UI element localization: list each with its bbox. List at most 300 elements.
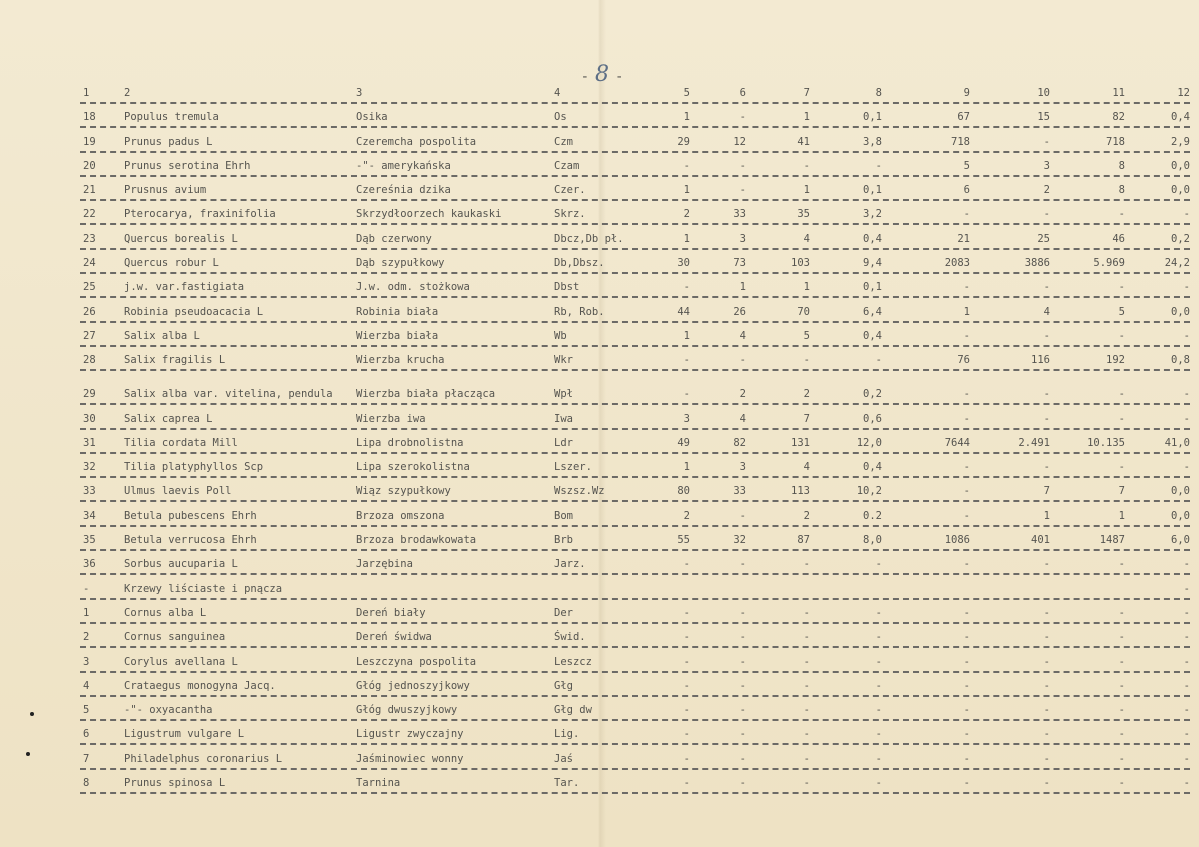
value-col-10: 2.491 [1018,436,1050,449]
row-number: - [83,582,90,595]
table-header [80,88,1190,104]
value-col-12: - [1183,388,1190,401]
value-col-11: - [1118,679,1125,692]
value-col-6: 3 [739,232,746,245]
latin-name: Quercus robur L [124,257,219,270]
value-col-12: 0,2 [1171,232,1190,245]
table-row [80,745,1190,769]
value-col-6: 33 [733,208,746,221]
value-col-11: - [1118,558,1125,571]
value-col-9: - [963,485,970,498]
value-col-7: 5 [803,329,810,342]
table-row [80,454,1190,478]
value-col-12: - [1183,655,1190,668]
polish-name: J.w. odm. stożkowa [356,281,470,294]
table-row [80,551,1190,575]
value-col-10: - [1043,631,1050,644]
table-row [80,502,1190,526]
value-col-8: 0,1 [863,111,882,124]
header-col-11: 11 [1112,87,1125,99]
value-col-6: - [739,606,746,619]
value-col-9: - [963,728,970,741]
value-col-11: 5.969 [1093,257,1125,270]
value-col-8: 0,2 [863,388,882,401]
value-col-7: - [803,606,810,619]
polish-name: Wierzba krucha [356,354,445,367]
value-col-10: 25 [1037,232,1050,245]
polish-name: Osika [356,111,388,124]
row-number: 1 [83,606,90,619]
value-col-9: 718 [951,135,970,148]
table-row [80,405,1190,429]
polish-name: Wierzba iwa [356,412,426,425]
value-col-10: - [1043,606,1050,619]
value-col-8: 3,2 [863,208,882,221]
value-col-8: - [875,631,882,644]
value-col-7: - [803,679,810,692]
abbreviation: Wpł [554,388,573,401]
polish-name: Skrzydłoorzech kaukaski [356,208,502,221]
latin-name: Prunus serotina Ehrh [124,159,251,172]
value-col-9: 1 [963,305,970,318]
value-col-5: 30 [677,257,690,270]
value-col-11: 8 [1118,159,1125,172]
value-col-5: - [683,281,690,294]
polish-name: Głóg dwuszyjkowy [356,704,458,717]
abbreviation: Dbcz,Db pł. [554,232,624,245]
row-number: 6 [83,728,90,741]
value-col-7: - [803,777,810,790]
value-col-7: - [803,159,810,172]
value-col-12: - [1183,704,1190,717]
latin-name: -"- oxyacantha [124,704,213,717]
value-col-5: 29 [677,135,690,148]
value-col-8: 0,4 [863,461,882,474]
value-col-5: - [683,558,690,571]
polish-name: Tarnina [356,777,401,790]
row-number: 36 [83,558,96,571]
value-col-12: - [1183,606,1190,619]
value-col-12: - [1183,752,1190,765]
value-col-7: 4 [803,461,810,474]
header-col-10: 10 [1037,87,1050,99]
edge-dot [30,712,34,716]
header-col-4: 4 [554,87,561,99]
value-col-12: - [1183,631,1190,644]
value-col-8: - [875,679,882,692]
value-col-5: 1 [683,184,690,197]
page-number: - 8 - [580,62,624,87]
value-col-12: - [1183,558,1190,571]
latin-name: Tilia platyphyllos Scp [124,461,264,474]
value-col-9: 7644 [944,436,970,449]
latin-name: Salix caprea L [124,412,213,425]
row-number: 32 [83,461,96,474]
value-col-6: - [739,159,746,172]
value-col-12: - [1183,582,1190,595]
value-col-12: - [1183,728,1190,741]
edge-dot [26,752,30,756]
value-col-8: - [875,728,882,741]
abbreviation: Os [554,111,567,124]
value-col-8: - [875,354,882,367]
row-number: 20 [83,159,96,172]
value-col-10: - [1043,461,1050,474]
value-col-9: - [963,388,970,401]
value-col-6: - [739,655,746,668]
value-col-7: - [803,558,810,571]
abbreviation: Czam [554,159,580,172]
value-col-10: - [1043,728,1050,741]
value-col-5: 2 [683,509,690,522]
value-col-10: - [1043,208,1050,221]
abbreviation: Wb [554,329,567,342]
latin-name: Prunus padus L [124,135,213,148]
latin-name: Salix fragilis L [124,354,226,367]
row-number: 5 [83,704,90,717]
abbreviation: Głg [554,679,573,692]
value-col-6: - [739,509,746,522]
value-col-5: 3 [683,412,690,425]
value-col-6: - [739,752,746,765]
table-row [80,673,1190,697]
value-col-9: - [963,606,970,619]
value-col-7: 35 [797,208,810,221]
polish-name: Wiąz szypułkowy [356,485,451,498]
value-col-9: - [963,329,970,342]
value-col-8: 10,2 [856,485,882,498]
value-col-11: 192 [1106,354,1125,367]
header-col-9: 9 [963,87,970,99]
value-col-5: 1 [683,329,690,342]
latin-name: Sorbus aucuparia L [124,558,238,571]
table-row [80,721,1190,745]
value-col-12: - [1183,461,1190,474]
abbreviation: Świd. [554,631,586,644]
polish-name: Dąb czerwony [356,232,432,245]
value-col-10: - [1043,752,1050,765]
value-col-6: - [739,631,746,644]
value-col-11: - [1118,388,1125,401]
value-col-12: 0,8 [1171,354,1190,367]
row-number: 19 [83,135,96,148]
value-col-7: - [803,354,810,367]
value-col-11: - [1118,281,1125,294]
abbreviation: Leszcz [554,655,592,668]
abbreviation: Dbst [554,281,580,294]
value-col-11: - [1118,704,1125,717]
value-col-5: - [683,679,690,692]
value-col-7: 87 [797,534,810,547]
value-col-8: - [875,704,882,717]
latin-name: Betula verrucosa Ehrh [124,534,257,547]
value-col-12: 6,0 [1171,534,1190,547]
row-number: 2 [83,631,90,644]
value-col-6: - [739,558,746,571]
value-col-8: 6,4 [863,305,882,318]
value-col-12: - [1183,777,1190,790]
table-row [80,153,1190,177]
value-col-12: 41,0 [1164,436,1190,449]
value-col-9: 67 [957,111,970,124]
value-col-9: - [963,777,970,790]
value-col-11: 718 [1106,135,1125,148]
value-col-10: 2 [1043,184,1050,197]
abbreviation: Lszer. [554,461,592,474]
value-col-11: - [1118,461,1125,474]
value-col-8: - [875,558,882,571]
value-col-6: 73 [733,257,746,270]
value-col-6: - [739,679,746,692]
row-number: 35 [83,534,96,547]
value-col-6: 26 [733,305,746,318]
value-col-5: - [683,704,690,717]
polish-name: -"- amerykańska [356,159,451,172]
polish-name: Dereń świdwa [356,631,432,644]
value-col-9: - [963,558,970,571]
table-row [80,478,1190,502]
value-col-9: - [963,631,970,644]
value-col-5: - [683,631,690,644]
value-col-7: - [803,704,810,717]
row-number: 23 [83,232,96,245]
latin-name: Philadelphus coronarius L [124,752,283,765]
latin-name: Pterocarya, fraxinifolia [124,208,276,221]
table-row [80,201,1190,225]
value-col-5: - [683,354,690,367]
polish-name: Jarzębina [356,558,413,571]
table-row [80,347,1190,371]
value-col-8: - [875,655,882,668]
value-col-7: - [803,752,810,765]
value-col-5: 55 [677,534,690,547]
abbreviation: Brb [554,534,573,547]
value-col-6: 32 [733,534,746,547]
value-col-10: - [1043,412,1050,425]
value-col-5: 1 [683,111,690,124]
abbreviation: Der [554,606,573,619]
value-col-7: - [803,728,810,741]
abbreviation: Czm [554,135,573,148]
header-col-2: 2 [124,87,131,99]
table-row [80,225,1190,249]
value-col-9: - [963,752,970,765]
value-col-10: 401 [1031,534,1050,547]
value-col-6: - [739,354,746,367]
row-number: 27 [83,329,96,342]
value-col-9: - [963,412,970,425]
polish-name: Głóg jednoszyjkowy [356,679,470,692]
value-col-9: 76 [957,354,970,367]
latin-name: Robinia pseudoacacia L [124,305,264,318]
table-row [80,575,1190,599]
latin-name: j.w. var.fastigiata [124,281,245,294]
value-col-6: - [739,704,746,717]
table-row [80,274,1190,298]
value-col-8: 0,4 [863,232,882,245]
value-col-12: 0,0 [1171,305,1190,318]
value-col-9: 2083 [944,257,970,270]
row-number: 25 [83,281,96,294]
value-col-8: 12,0 [856,436,882,449]
value-col-6: - [739,728,746,741]
value-col-6: 2 [739,388,746,401]
table-row [80,250,1190,274]
latin-name: Ligustrum vulgare L [124,728,245,741]
value-col-12: - [1183,281,1190,294]
abbreviation: Bom [554,509,573,522]
latin-name: Prunus spinosa L [124,777,226,790]
page-number-value: 8 [595,62,609,87]
table-row [80,104,1190,128]
value-col-10: 116 [1031,354,1050,367]
value-col-7: - [803,631,810,644]
value-col-8: - [875,159,882,172]
value-col-10: - [1043,704,1050,717]
value-col-6: 12 [733,135,746,148]
value-col-12: 0,4 [1171,111,1190,124]
row-number: 34 [83,509,96,522]
header-col-6: 6 [739,87,746,99]
value-col-10: - [1043,558,1050,571]
latin-name: Prusnus avium [124,184,207,197]
value-col-9: - [963,655,970,668]
value-col-8: 0,1 [863,281,882,294]
value-col-11: - [1118,728,1125,741]
value-col-11: - [1118,606,1125,619]
polish-name: Jaśminowiec wonny [356,752,464,765]
value-col-5: 1 [683,232,690,245]
value-col-6: - [739,777,746,790]
value-col-10: - [1043,135,1050,148]
value-col-6: 1 [739,281,746,294]
table-row [80,323,1190,347]
value-col-6: 33 [733,485,746,498]
value-col-12: 0,0 [1171,509,1190,522]
value-col-11: 8 [1118,184,1125,197]
abbreviation: Lig. [554,728,580,741]
value-col-11: 46 [1112,232,1125,245]
value-col-10: 7 [1043,485,1050,498]
value-col-10: - [1043,388,1050,401]
value-col-11: 82 [1112,111,1125,124]
abbreviation: Wszsz.Wz [554,485,605,498]
value-col-9: - [963,208,970,221]
polish-name: Leszczyna pospolita [356,655,477,668]
value-col-8: 9,4 [863,257,882,270]
value-col-5: 49 [677,436,690,449]
value-col-12: 0,0 [1171,159,1190,172]
latin-name: Tilia cordata Mill [124,436,238,449]
value-col-5: - [683,655,690,668]
value-col-8: 0,4 [863,329,882,342]
value-col-11: - [1118,329,1125,342]
table-row [80,128,1190,152]
value-col-11: 1 [1118,509,1125,522]
polish-name: Czeremcha pospolita [356,135,477,148]
value-col-7: 7 [803,412,810,425]
abbreviation: Czer. [554,184,586,197]
value-col-6: 4 [739,329,746,342]
value-col-8: 0.2 [863,509,882,522]
value-col-11: - [1118,412,1125,425]
value-col-7: 103 [791,257,810,270]
abbreviation: Jaś [554,752,573,765]
value-col-11: 7 [1118,485,1125,498]
value-col-10: - [1043,679,1050,692]
value-col-10: 1 [1043,509,1050,522]
row-number: 26 [83,305,96,318]
value-col-8: 8,0 [863,534,882,547]
polish-name: Lipa szerokolistna [356,461,470,474]
value-col-6: - [739,111,746,124]
row-number: 18 [83,111,96,124]
value-col-12: 24,2 [1164,257,1190,270]
value-col-11: - [1118,777,1125,790]
table-row [80,624,1190,648]
value-col-9: - [963,704,970,717]
table-row [80,527,1190,551]
value-col-10: 3886 [1024,257,1050,270]
value-col-5: - [683,388,690,401]
value-col-6: 4 [739,412,746,425]
value-col-7: 1 [803,184,810,197]
value-col-7: - [803,655,810,668]
abbreviation: Skrz. [554,208,586,221]
abbreviation: Tar. [554,777,580,790]
row-number: 30 [83,412,96,425]
value-col-7: 41 [797,135,810,148]
abbreviation: Wkr [554,354,573,367]
value-col-5: 80 [677,485,690,498]
value-col-5: - [683,606,690,619]
row-number: 24 [83,257,96,270]
value-col-10: 4 [1043,305,1050,318]
latin-name: Cornus sanguinea [124,631,226,644]
value-col-11: - [1118,631,1125,644]
row-number: 29 [83,388,96,401]
polish-name: Dąb szypułkowy [356,257,445,270]
value-col-7: 70 [797,305,810,318]
table-row [80,430,1190,454]
polish-name: Brzoza omszona [356,509,445,522]
latin-name: Salix alba var. vitelina, pendula [124,388,333,401]
value-col-8: 3,8 [863,135,882,148]
row-number: 21 [83,184,96,197]
value-col-12: 0,0 [1171,485,1190,498]
value-col-9: 1086 [944,534,970,547]
value-col-12: 2,9 [1171,135,1190,148]
value-col-7: 1 [803,281,810,294]
value-col-10: - [1043,281,1050,294]
value-col-9: 5 [963,159,970,172]
abbreviation: Jarz. [554,558,586,571]
table-row [80,648,1190,672]
header-col-5: 5 [683,87,690,99]
value-col-7: 4 [803,232,810,245]
value-col-7: 2 [803,509,810,522]
row-number: 3 [83,655,90,668]
latin-name: Ulmus laevis Poll [124,485,232,498]
value-col-5: - [683,159,690,172]
value-col-8: - [875,752,882,765]
value-col-12: - [1183,412,1190,425]
polish-name: Robinia biała [356,305,439,318]
table-row [80,770,1190,794]
value-col-12: - [1183,679,1190,692]
value-col-11: 10.135 [1087,436,1125,449]
polish-name: Wierzba biała płacząca [356,388,496,401]
